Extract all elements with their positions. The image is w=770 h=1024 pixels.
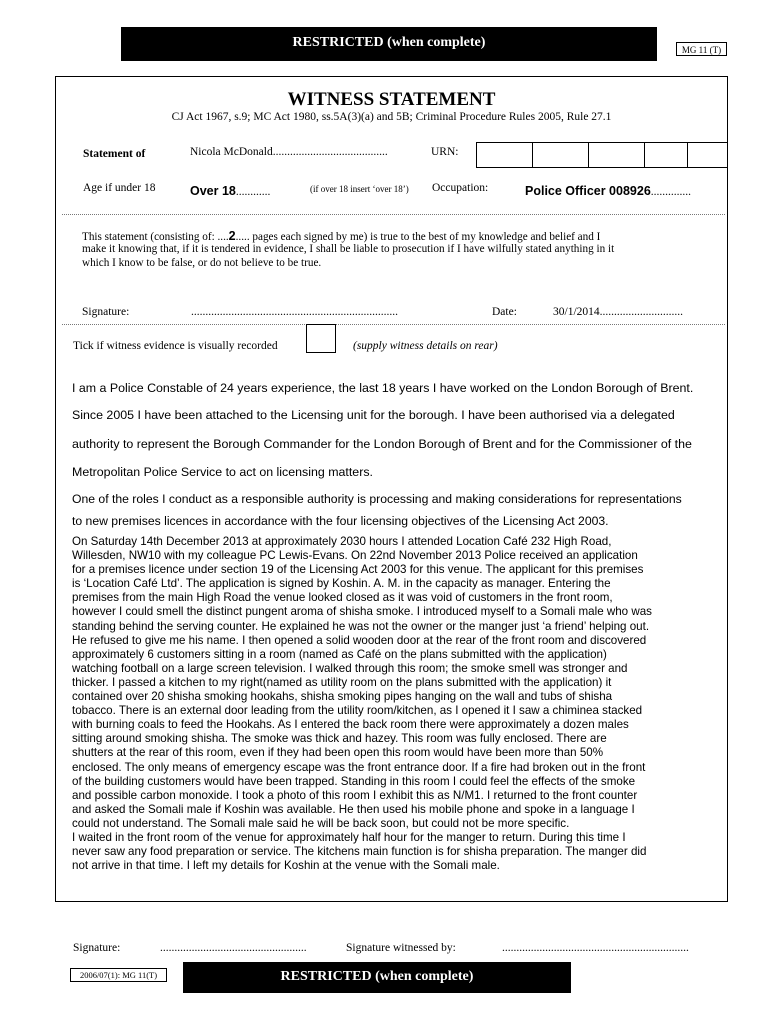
urn-box-4[interactable] bbox=[644, 142, 688, 168]
form-version: 2006/07(1): MG 11(T) bbox=[70, 968, 167, 982]
witnessed-field[interactable]: ................................................................. bbox=[502, 942, 689, 954]
para-line: sitting around smoking shisha. The smoke was thick and hazey. This room was fully enclosed. There are bbox=[72, 732, 607, 746]
occupation-value: Police Officer 008926 bbox=[525, 184, 651, 198]
para-line: for a premises licence under section 19 of the Licensing Act 2003 for this venue. The applicant for this premises bbox=[72, 563, 644, 577]
statement-line: to new premises licences in accordance with the four licensing objectives of the Licensing Act 2003. bbox=[72, 514, 609, 528]
urn-box-2[interactable] bbox=[532, 142, 589, 168]
statement-line: I am a Police Constable of 24 years experience, the last 18 years I have worked on the London Borough of Brent. bbox=[72, 381, 694, 395]
occupation-dots: .............. bbox=[650, 186, 692, 198]
witnessed-label: Signature witnessed by: bbox=[346, 942, 456, 954]
section-divider-2 bbox=[62, 324, 725, 325]
form-code: MG 11 (T) bbox=[676, 42, 727, 56]
para-line: standing behind the serving counter. He explained he was not the owner or the manger just ‘a friend’ helping out. bbox=[72, 619, 650, 633]
form-subtitle: CJ Act 1967, s.9; MC Act 1980, ss.5A(3)(a) and 5B; Criminal Procedure Rules 2005, Rule 27.1 bbox=[171, 111, 612, 123]
para-line: He refused to give me his name. I then opened a solid wooden door at the rear of the front room and discovered bbox=[72, 633, 647, 647]
para-line: contained over 20 shisha smoking hookahs, shisha smoking pipes hanging on the wall and tubs of shisha bbox=[72, 690, 613, 704]
age-label: Age if under 18 bbox=[83, 182, 156, 194]
para-line: with burning coals to feed the Hookahs. As I entered the back room there were approximately a dozen males bbox=[72, 718, 629, 732]
section-divider bbox=[62, 214, 725, 215]
para-line: Willesden, NW10 with my colleague PC Lewis-Evans. On 22nd November 2013 Police received an application bbox=[72, 549, 638, 563]
occupation-label: Occupation: bbox=[432, 182, 489, 194]
tick-note: (supply witness details on rear) bbox=[353, 340, 498, 352]
statement-line: Since 2005 I have been attached to the Licensing unit for the borough. I have been authorised via a delegated bbox=[72, 408, 675, 422]
para-line: tobacco. There is an external door leading from the utility room/kitchen, as I opened it I saw a chiminea stacked bbox=[72, 704, 643, 718]
urn-box-3[interactable] bbox=[588, 142, 645, 168]
footer-signature-field[interactable]: ................................................... bbox=[160, 942, 307, 954]
statement-line: Metropolitan Police Service to act on licensing matters. bbox=[72, 465, 373, 479]
para-line: On Saturday 14th December 2013 at approximately 2030 hours I attended Location Café 232 High Road, bbox=[72, 535, 612, 548]
statement-line: authority to represent the Borough Commander for the London Borough of Brent and for the Commissioner of the bbox=[72, 437, 692, 451]
para-line: never saw any food preparation or service. The kitchens main function is for shisha preparation. The manger did bbox=[72, 845, 647, 859]
para-line: however I could smell the distinct pungent aroma of shisha smoke. I introduced myself to a Somali male who was bbox=[72, 605, 652, 619]
para-line: of the building customers would have been trapped. Standing in this room I could feel the effects of the smoke bbox=[72, 774, 636, 788]
date-field[interactable]: 30/1/2014............................. bbox=[553, 306, 684, 318]
para-line: enclosed. The only means of emergency escape was the front entrance door. If a fire had broken out in the front bbox=[72, 760, 646, 774]
para-line: is ‘Location Café Ltd’. The application is signed by Koshin. A. M. in the capacity as manager. Entering the bbox=[72, 577, 611, 591]
statement-of-value[interactable]: Nicola McDonald........................................ bbox=[190, 146, 388, 158]
signature-field[interactable]: ........................................................................ bbox=[191, 306, 398, 318]
para-line: could not understand. The Somali male said he will be back soon, but could not be more specific. bbox=[72, 816, 570, 830]
declaration-line-1 bbox=[82, 229, 600, 243]
para-line: approximately 6 customers sitting in a room (named as Café on the plans submitted with the application) bbox=[72, 647, 607, 661]
date-label: Date: bbox=[492, 306, 517, 318]
para-line: and asked the Somali male if Koshin was available. He then used his mobile phone and spoke in a language I bbox=[72, 802, 635, 816]
urn-label: URN: bbox=[431, 146, 459, 158]
para-line: not arrive in that time. I left my details for Koshin at the venue with the Somali male. bbox=[72, 859, 500, 873]
para-line: premises from the main High Road the venue looked closed as it was void of customers in the front room, bbox=[72, 591, 613, 605]
urn-box-5[interactable] bbox=[687, 142, 728, 168]
declaration-rest: ..... pages each signed by me) is true to the best of my knowledge and belief and I bbox=[235, 231, 601, 243]
restricted-banner-top: RESTRICTED (when complete) bbox=[121, 27, 657, 61]
para-line: I waited in the front room of the venue for approximately half hour for the manger to return. During this time I bbox=[72, 830, 626, 844]
statement-of-label: Statement of bbox=[83, 148, 146, 160]
declaration-line-2: make it knowing that, if it is tendered in evidence, I shall be liable to prosecution if I have wilfully stated anything in it bbox=[82, 243, 615, 255]
tick-label: Tick if witness evidence is visually recorded bbox=[73, 340, 278, 352]
statement-paragraph bbox=[72, 535, 728, 873]
signature-label: Signature: bbox=[82, 306, 130, 318]
visually-recorded-checkbox[interactable] bbox=[306, 324, 336, 353]
form-title: WITNESS STATEMENT bbox=[287, 89, 496, 110]
occupation-field[interactable] bbox=[525, 182, 691, 200]
urn-box-1[interactable] bbox=[476, 142, 533, 168]
declaration-line-3: which I know to be false, or do not believe to be true. bbox=[82, 257, 322, 269]
para-line: and possible carbon monoxide. I took a photo of this room I exhibit this as N/M1. I returned to the front counter bbox=[72, 788, 638, 802]
declaration-prefix: This statement (consisting of: .... bbox=[82, 231, 229, 243]
restricted-banner-bottom: RESTRICTED (when complete) bbox=[183, 962, 571, 993]
declaration-pages[interactable]: 2 bbox=[228, 229, 236, 243]
footer-signature-label: Signature: bbox=[73, 942, 121, 954]
age-field[interactable] bbox=[190, 182, 270, 200]
para-line: thicker. I passed a kitchen to my right(named as utility room on the plans submitted with the application) it bbox=[72, 675, 612, 689]
para-line: shutters at the rear of this room, even if they had been open this room would have been more than 50% bbox=[72, 746, 604, 760]
age-note: (if over 18 insert ‘over 18’) bbox=[310, 184, 409, 194]
age-value: Over 18 bbox=[190, 184, 236, 198]
para-line: watching football on a large screen television. I walked through this room; the smoke smell was stronger and bbox=[72, 661, 628, 675]
age-dots: ............ bbox=[235, 186, 271, 198]
statement-line: One of the roles I conduct as a responsible authority is processing and making considerations for representations bbox=[72, 492, 682, 506]
